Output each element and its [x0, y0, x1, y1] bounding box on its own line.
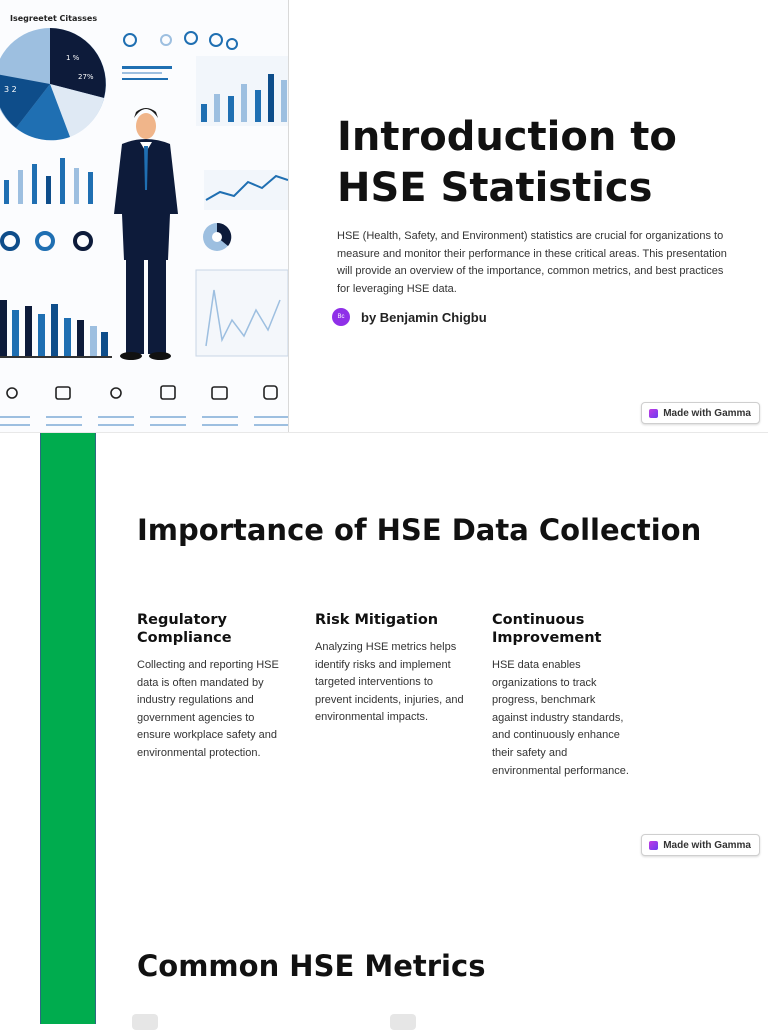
gamma-logo-icon	[649, 841, 658, 850]
top-right-bar-graphic	[196, 56, 288, 126]
column-heading: Regulatory Compliance	[137, 612, 232, 646]
slide-title: Common HSE Metrics	[137, 949, 486, 983]
column-regulatory-compliance	[137, 611, 287, 763]
donut-icons-graphic	[2, 233, 91, 249]
gamma-badge-label: Made with Gamma	[663, 839, 751, 851]
top-lines-graphic	[122, 66, 172, 80]
pie-label-3: 3 2	[4, 85, 17, 94]
green-accent-bar	[40, 433, 96, 864]
metric-card-icon	[132, 1014, 158, 1030]
column-heading: Continuous Improvement	[492, 612, 602, 646]
pie-label-1: 1 %	[66, 54, 80, 62]
author-name: by Benjamin Chigbu	[361, 309, 487, 325]
column-continuous-improvement	[492, 611, 630, 780]
bottom-lines-graphic	[0, 416, 288, 426]
infographic-svg	[0, 0, 288, 432]
made-with-gamma-button[interactable]	[641, 834, 760, 856]
pie-chart-graphic	[0, 28, 106, 140]
bottom-left-bar-graphic	[0, 300, 112, 358]
column-heading: Risk Mitigation	[315, 612, 439, 628]
metric-card-icon	[390, 1014, 416, 1030]
slide-title: Importance of HSE Data Collection	[137, 513, 702, 547]
slide-importance	[0, 433, 768, 864]
pie-label-2: 27%	[78, 73, 94, 81]
top-icons-graphic	[124, 32, 237, 49]
right-donut-graphic	[203, 223, 231, 251]
green-accent-bar	[40, 864, 96, 1024]
slide-lead-text: HSE (Health, Safety, and Environment) statistics are crucial for organizations to measure and monitor their performance in these critical areas. This presentation will provide an overview of the importance, common metrics, and best practices for leveraging HSE data.	[337, 230, 727, 295]
left-bar-graphic	[4, 158, 93, 204]
gamma-logo-icon	[649, 409, 658, 418]
illustration-label: Isegreetet Citasses	[10, 14, 98, 23]
slide-intro	[0, 0, 768, 433]
author-block	[332, 308, 487, 326]
bottom-right-chart-graphic	[196, 270, 288, 356]
gamma-badge-label: Made with Gamma	[663, 407, 751, 419]
slide-title: Introduction to HSE Statistics	[337, 114, 677, 211]
hse-infographic-illustration	[0, 0, 289, 432]
businessman-figure	[114, 108, 178, 360]
bottom-icon-row-graphic	[7, 386, 277, 399]
column-body: Analyzing HSE metrics helps identify risks and implement targeted interventions to prevent incidents, injuries, and environmental impacts.	[315, 641, 464, 724]
column-body: HSE data enables organizations to track progress, benchmark against industry standards, and continuously enhance their safety and environmental performance.	[492, 659, 629, 777]
right-line-chart-graphic	[204, 170, 288, 210]
column-body: Collecting and reporting HSE data is often mandated by industry regulations and government agencies to ensure workplace safety and environmental protection.	[137, 659, 279, 759]
column-risk-mitigation	[315, 611, 465, 727]
avatar: Bc	[332, 308, 350, 326]
made-with-gamma-button[interactable]	[641, 402, 760, 424]
slide-common-metrics	[0, 864, 768, 1024]
